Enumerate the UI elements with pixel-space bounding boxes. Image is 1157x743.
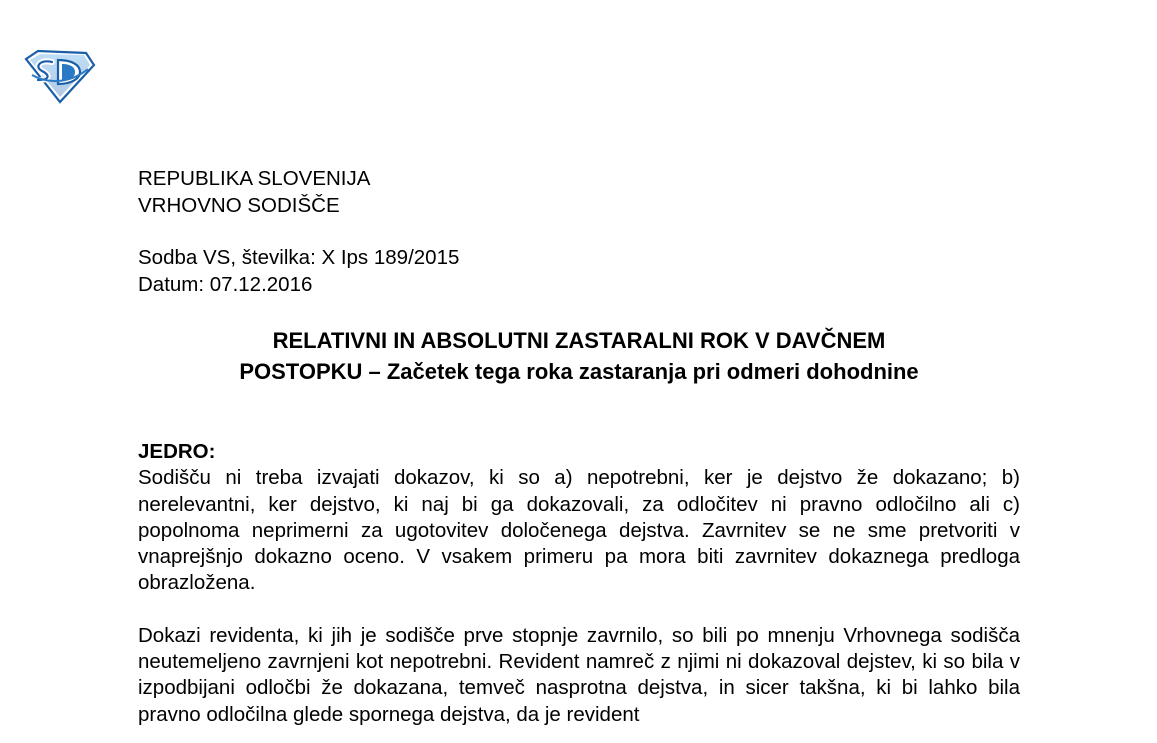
case-info (138, 244, 459, 298)
court-logo-icon (22, 47, 96, 104)
title-line-1: RELATIVNI IN ABSOLUTNI ZASTARALNI ROK V DAVČNEM (272, 328, 886, 353)
jedro-section (138, 439, 1020, 728)
jedro-paragraph-1: Sodišču ni treba izvajati dokazov, ki so a) nepotrebni, ker je dejstvo že dokazano; b) nerelevantni, ker dejstvo, ki naj bi ga dokazovali, za odločitev ni pravno odločilno ali c) popolnoma neprimerni za ugotovitev določenega dejstva. Zavrnitev se ne sme pretvoriti v vnaprejšnjo dokazno oceno. V vsakem primeru pa mora biti zavrnitev dokaznega predloga obrazložena. (138, 466, 1020, 595)
title-line-2: POSTOPKU – Začetek tega roka zastaranja pri odmeri dohodnine (239, 359, 919, 384)
section-heading: JEDRO: (138, 440, 216, 463)
country-name: REPUBLIKA SLOVENIJA (138, 167, 371, 190)
case-number: Sodba VS, številka: X Ips 189/2015 (138, 246, 460, 269)
court-name: VRHOVNO SODIŠČE (138, 194, 340, 217)
jedro-paragraph-2: Dokazi revidenta, ki jih je sodišče prve stopnje zavrnilo, so bili po mnenju Vrhovnega sodišča neutemeljeno zavrnjeni kot nepotrebni. Revident namreč z njimi ni dokazoval dejstev, ki so bila v izpodbijani odločbi že dokazana, temveč nasprotna dejstva, in sicer takšna, ki bi lahko bila pravno odločilna glede spornega dejstva, da je revident (138, 623, 1020, 726)
case-date: Datum: 07.12.2016 (138, 273, 313, 296)
court-header (138, 165, 370, 219)
document-title (138, 325, 1020, 387)
